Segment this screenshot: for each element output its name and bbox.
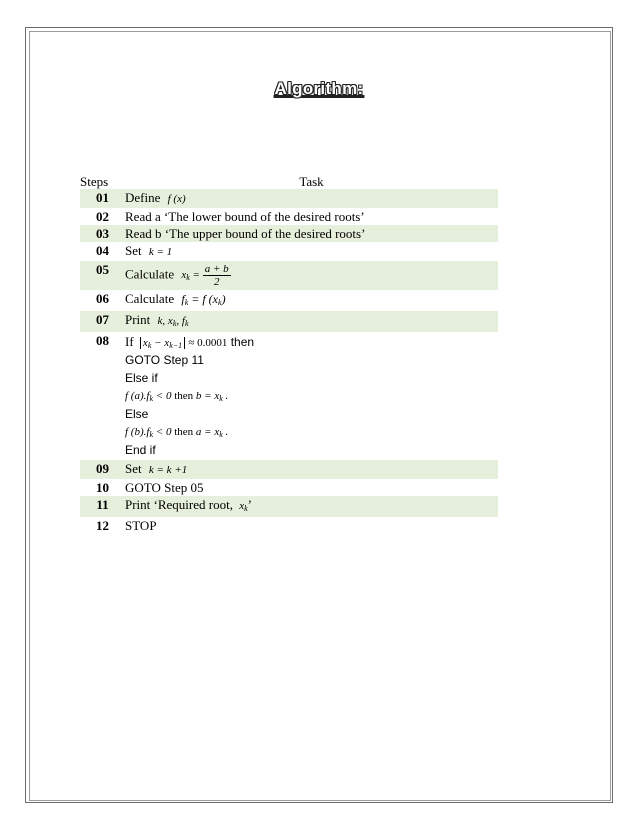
task-label: Calculate [125,291,175,306]
math-print-list [158,315,189,327]
math-k1: k = 1 [148,246,173,258]
step-number: 09 [80,460,125,479]
math-xk [181,269,202,281]
table-row [80,225,498,242]
dot: . [222,426,229,438]
then-text: then [174,426,194,438]
step-number: 04 [96,243,109,258]
math-fx: f (x) [167,193,186,205]
task-cell [125,189,498,208]
close-quote: ’ [247,497,253,512]
task-text: STOP [125,518,157,533]
task-cell [125,290,498,311]
sub-k: k [218,298,222,307]
step-number: 05 [80,261,125,290]
fraction-denominator: 2 [213,276,220,288]
var-x: x [181,269,187,282]
f-of-x: = f (x [188,292,219,306]
step-number: 02 [96,209,109,224]
task-cell [125,496,498,517]
task-cell [125,460,498,479]
step-number: 08 [96,333,109,348]
task-label: If [125,334,134,349]
sub-k: k [172,319,177,328]
assign-a: a = x [195,426,220,438]
step-number: 12 [96,518,109,533]
math-fk [181,292,225,306]
task-cell [125,242,498,261]
step-number: 07 [80,311,125,332]
task-text: Read a ‘The lower bound of the desired roots’ [125,209,365,224]
table-row [80,311,498,332]
approx-value: ≈ 0.0001 [188,337,228,349]
table-row [80,496,498,517]
step-number: 10 [96,480,109,495]
sub-k: k [219,394,223,403]
var-x: x [239,500,245,512]
var-x: x [142,337,148,349]
table-row [80,208,498,225]
step-number: 01 [80,189,125,208]
sub-k-minus-1: k−1 [169,341,183,350]
sub-k: k [186,273,190,283]
table-row [80,332,498,460]
header-steps: Steps [80,174,109,189]
then-word: then [230,335,255,349]
abs-difference [140,337,185,349]
task-cell [125,261,498,290]
step-number: 03 [80,225,125,242]
task-label: Set [125,461,142,476]
task-text: GOTO Step 05 [125,480,204,495]
minus-x: − x [151,337,170,349]
task-label: Set [125,243,142,258]
table-row [80,261,498,290]
page-title: Algorithm: [274,79,364,98]
table-row [80,189,498,208]
condition-fb [125,423,498,441]
sub-k: k [149,430,154,439]
elseif-line: Else if [125,371,158,385]
fraction-numerator: a + b [204,263,229,275]
algorithm-table [80,172,498,534]
table-row [80,242,498,261]
header-task: Task [299,174,324,189]
task-label: Print ‘Required root, [125,497,233,512]
fa-expr: f (a).f [125,390,150,402]
step-number: 11 [80,496,125,517]
table-row [80,479,498,496]
sub-k: k [184,319,189,328]
condition-fa [125,387,498,405]
step-number: 06 [96,291,109,306]
table-header-row [80,172,498,189]
goto-line: GOTO Step 11 [125,353,204,367]
task-label: Print [125,312,151,327]
fraction [203,263,231,288]
math-kk1: k = k +1 [148,464,188,476]
sub-k: k [219,430,223,439]
less-than-zero: < 0 [153,426,172,438]
if-line [125,333,498,351]
sub-k: k [184,298,189,307]
var-f: f [181,292,185,306]
table-row [80,460,498,479]
math-xk-result [239,500,247,512]
sub-k: k [147,341,152,350]
table-row [80,517,498,534]
comma-f: , f [176,315,185,327]
sub-k: k [149,394,154,403]
less-than-zero: < 0 [153,390,172,402]
else-line: Else [125,407,149,421]
task-text: Read b ‘The upper bound of the desired roots’ [125,225,498,242]
assign-b: b = x [195,390,220,402]
dot: . [222,390,229,402]
paren-close: ) [221,292,226,306]
fb-expr: f (b).f [125,426,150,438]
equals: = [189,269,203,282]
table-row [80,290,498,311]
task-label: Define [125,190,161,205]
endif-line: End if [125,443,156,457]
task-cell [125,332,498,460]
task-label: Calculate [125,266,175,282]
task-cell [125,311,498,332]
then-text: then [174,390,194,402]
print-vars: k, x [157,315,173,327]
sub-k: k [244,504,248,513]
